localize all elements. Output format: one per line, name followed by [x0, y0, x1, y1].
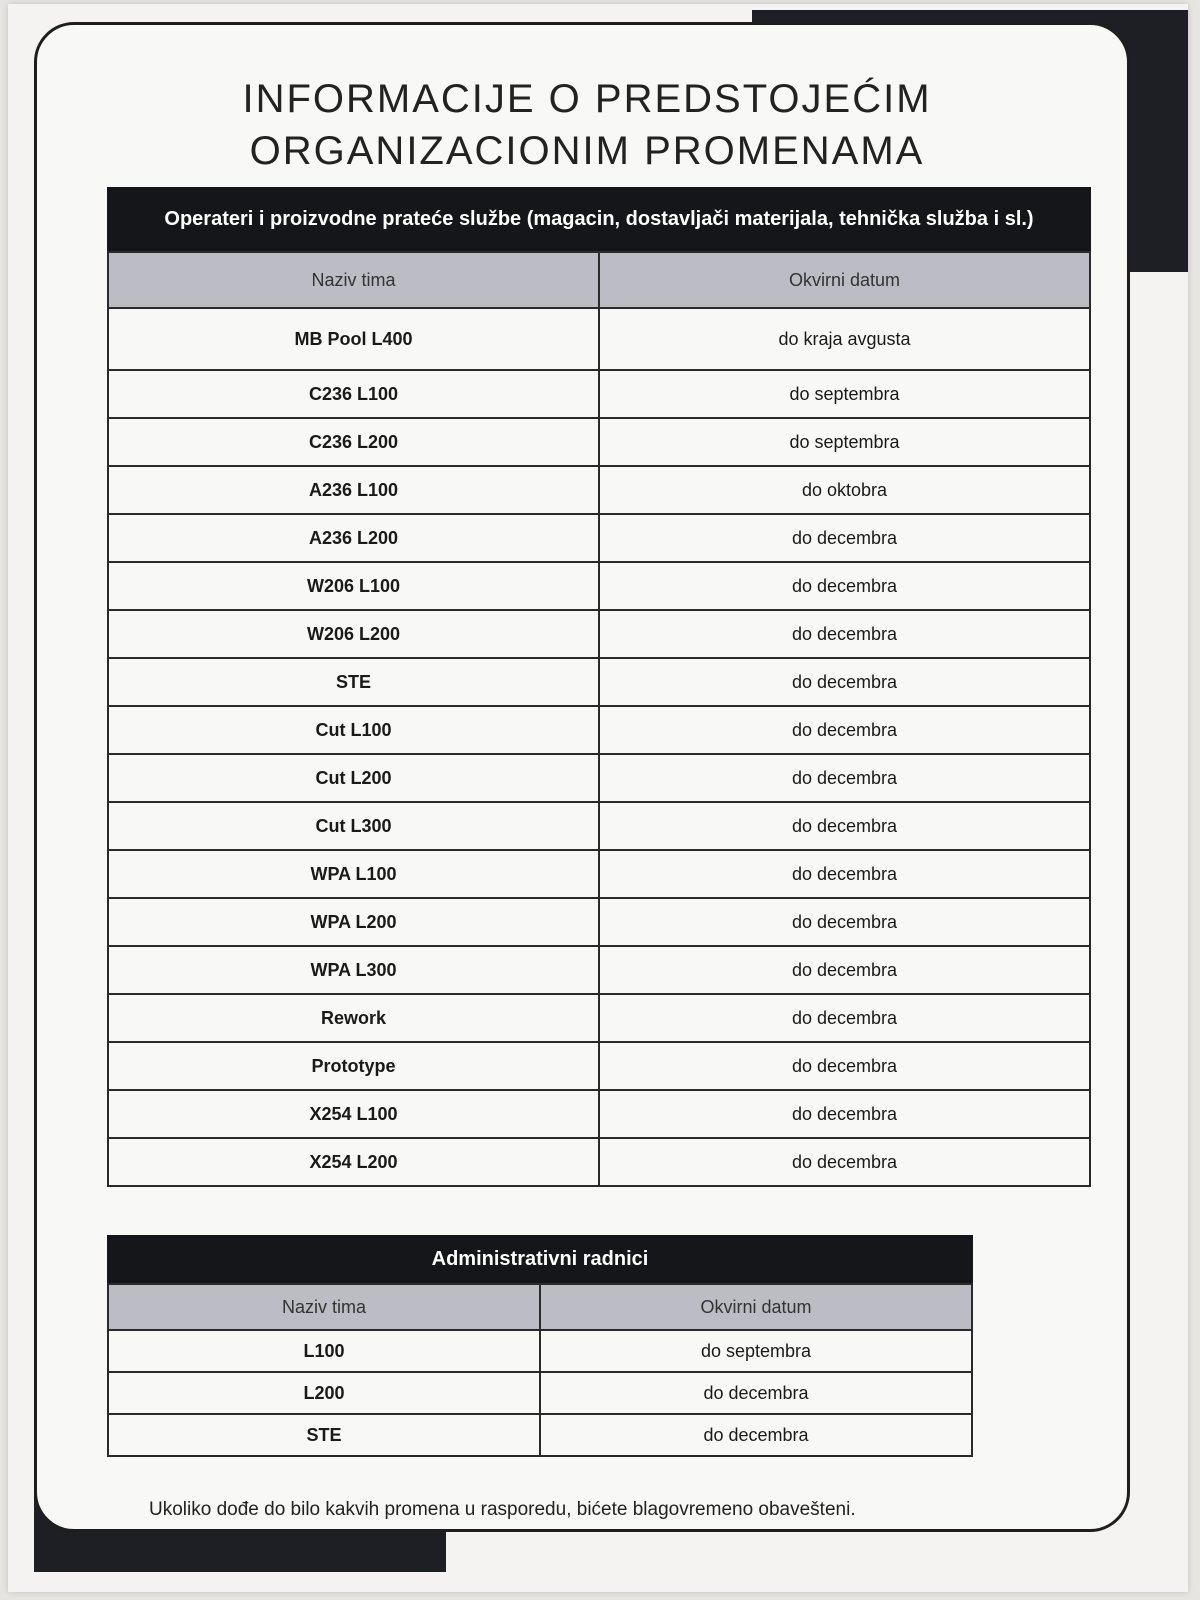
team-name-cell: W206 L100	[108, 562, 599, 610]
date-cell: do septembra	[599, 370, 1090, 418]
table-row	[108, 946, 1090, 994]
table-row	[108, 754, 1090, 802]
title-line-2: ORGANIZACIONIM PROMENAMA	[249, 129, 925, 173]
table-row	[108, 610, 1090, 658]
table-row	[108, 370, 1090, 418]
table-row	[108, 1090, 1090, 1138]
table-row	[108, 562, 1090, 610]
table-row	[108, 994, 1090, 1042]
team-name-cell: Cut L100	[108, 706, 599, 754]
table-row	[108, 466, 1090, 514]
table-row	[108, 706, 1090, 754]
date-cell: do decembra	[599, 562, 1090, 610]
section-header-operators: Operateri i proizvodne prateće službe (magacin, dostavljači materijala, tehnička služba i sl.)	[107, 187, 1091, 251]
column-header-date: Okvirni datum	[599, 252, 1090, 308]
section-header-admin: Administrativni radnici	[107, 1235, 973, 1283]
date-cell: do decembra	[540, 1414, 972, 1456]
date-cell: do decembra	[599, 1138, 1090, 1186]
date-cell: do decembra	[599, 754, 1090, 802]
date-cell: do decembra	[599, 946, 1090, 994]
table-row	[108, 308, 1090, 370]
notice-title	[37, 73, 1137, 177]
team-name-cell: C236 L100	[108, 370, 599, 418]
team-name-cell: MB Pool L400	[108, 308, 599, 370]
team-name-cell: L100	[108, 1330, 540, 1372]
date-cell: do decembra	[599, 1042, 1090, 1090]
date-cell: do decembra	[599, 994, 1090, 1042]
team-name-cell: L200	[108, 1372, 540, 1414]
date-cell: do decembra	[599, 706, 1090, 754]
team-name-cell: A236 L100	[108, 466, 599, 514]
table-row	[108, 1330, 972, 1372]
date-cell: do kraja avgusta	[599, 308, 1090, 370]
date-cell: do septembra	[540, 1330, 972, 1372]
team-name-cell: WPA L100	[108, 850, 599, 898]
admin-table-body	[108, 1284, 972, 1456]
column-header-team: Naziv tima	[108, 1284, 540, 1330]
team-name-cell: Cut L200	[108, 754, 599, 802]
footer-note: Ukoliko dođe do bilo kakvih promena u rasporedu, bićete blagovremeno obavešteni.	[149, 1499, 856, 1520]
team-name-cell: W206 L200	[108, 610, 599, 658]
table-row	[108, 1042, 1090, 1090]
table-row	[108, 898, 1090, 946]
table-row	[108, 1372, 972, 1414]
title-line-1: INFORMACIJE O PREDSTOJEĆIM	[242, 77, 932, 121]
date-cell: do decembra	[540, 1372, 972, 1414]
notice-card	[34, 22, 1130, 1532]
date-cell: do decembra	[599, 610, 1090, 658]
table-row	[108, 850, 1090, 898]
table-row	[108, 1138, 1090, 1186]
team-name-cell: WPA L200	[108, 898, 599, 946]
table-row	[108, 658, 1090, 706]
table-row	[108, 514, 1090, 562]
team-name-cell: STE	[108, 658, 599, 706]
column-header-team: Naziv tima	[108, 252, 599, 308]
date-cell: do oktobra	[599, 466, 1090, 514]
operators-table-body	[108, 252, 1090, 1186]
operators-table	[107, 251, 1091, 1187]
date-cell: do decembra	[599, 850, 1090, 898]
admin-table	[107, 1283, 973, 1457]
date-cell: do decembra	[599, 1090, 1090, 1138]
table-header-row	[108, 252, 1090, 308]
table-row	[108, 418, 1090, 466]
team-name-cell: Prototype	[108, 1042, 599, 1090]
team-name-cell: Rework	[108, 994, 599, 1042]
table-header-row	[108, 1284, 972, 1330]
date-cell: do decembra	[599, 658, 1090, 706]
team-name-cell: X254 L100	[108, 1090, 599, 1138]
table-row	[108, 1414, 972, 1456]
date-cell: do decembra	[599, 898, 1090, 946]
team-name-cell: WPA L300	[108, 946, 599, 994]
date-cell: do septembra	[599, 418, 1090, 466]
date-cell: do decembra	[599, 802, 1090, 850]
table-row	[108, 802, 1090, 850]
team-name-cell: X254 L200	[108, 1138, 599, 1186]
date-cell: do decembra	[599, 514, 1090, 562]
team-name-cell: Cut L300	[108, 802, 599, 850]
column-header-date: Okvirni datum	[540, 1284, 972, 1330]
team-name-cell: C236 L200	[108, 418, 599, 466]
team-name-cell: STE	[108, 1414, 540, 1456]
team-name-cell: A236 L200	[108, 514, 599, 562]
